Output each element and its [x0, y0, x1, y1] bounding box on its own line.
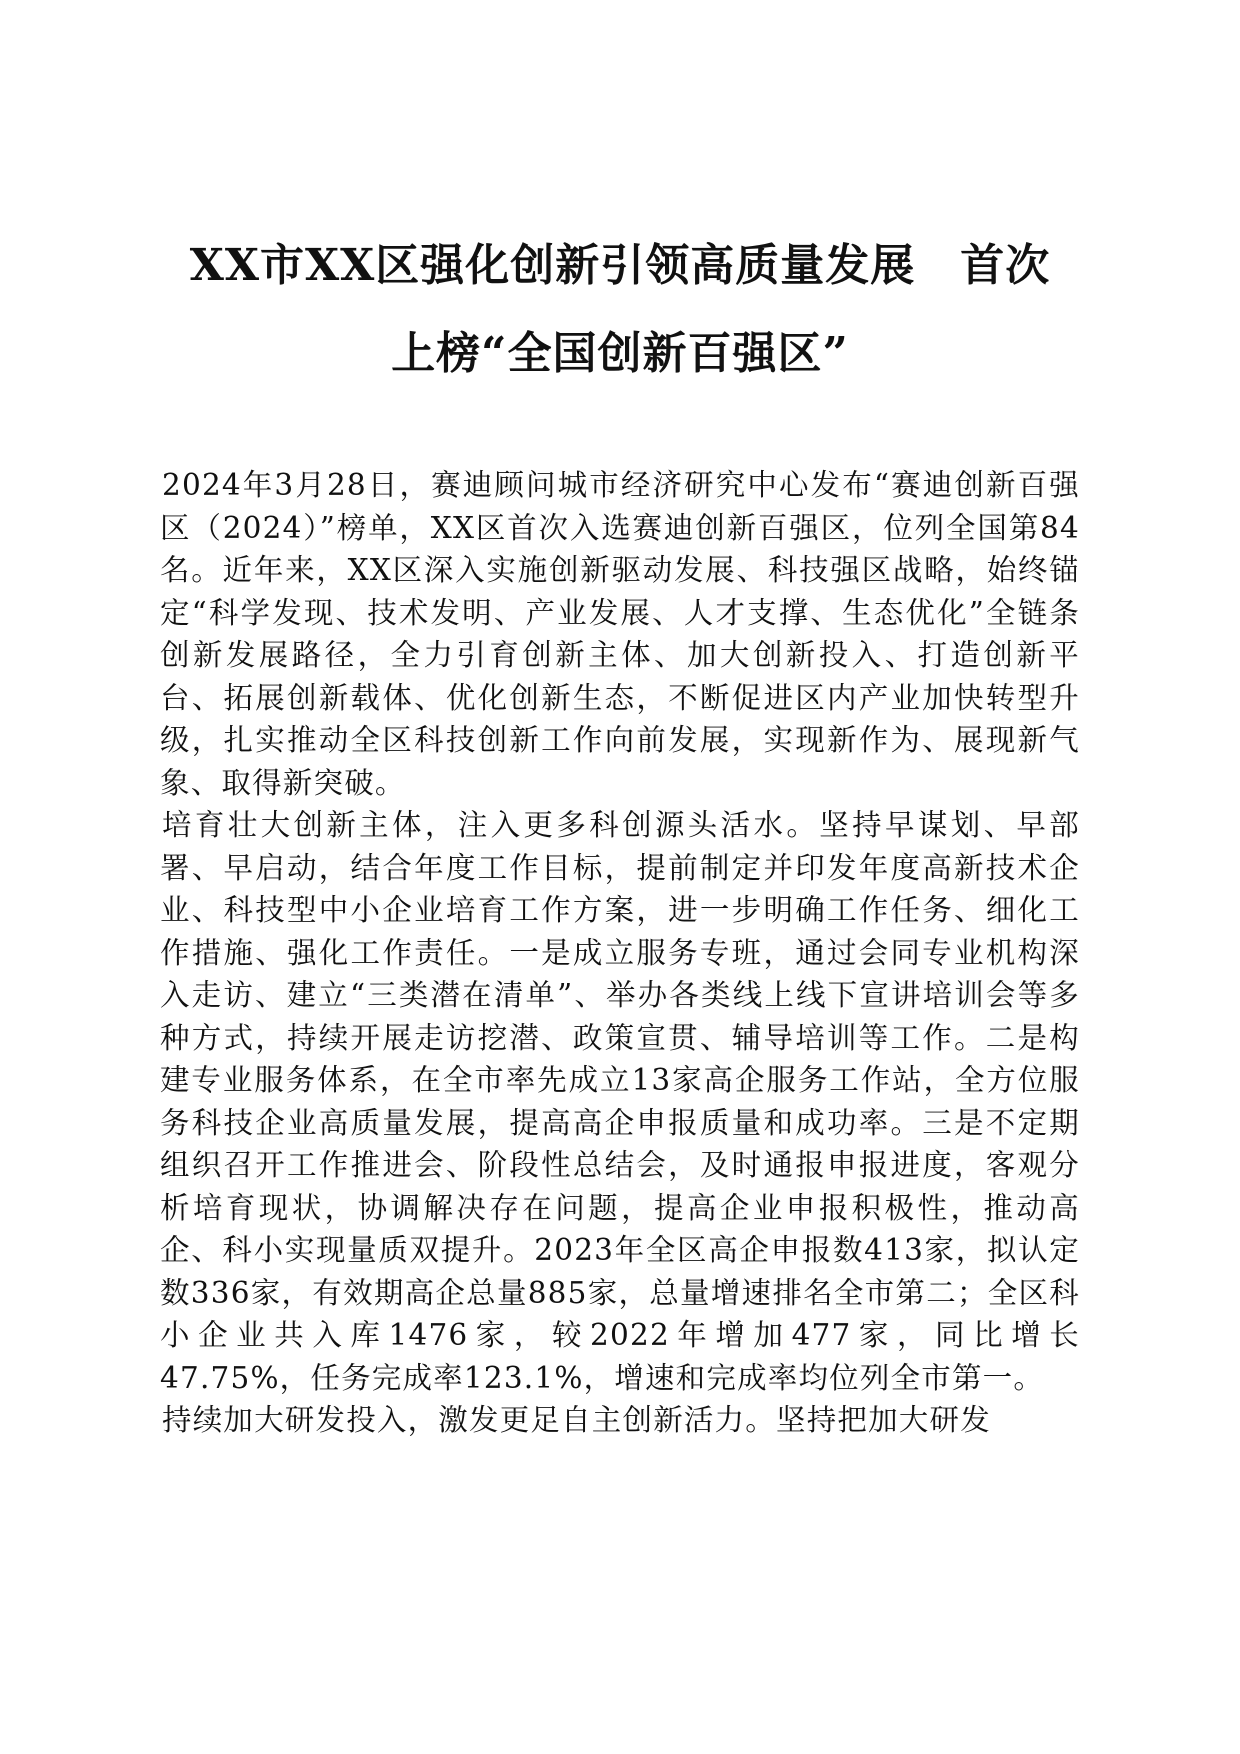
paragraph: 2024年3月28日，赛迪顾问城市经济研究中心发布“赛迪创新百强区（2024）”榜单，XX区首次入选赛迪创新百强区，位列全国第84名。近年来，XX区深入实施创新驱动发展、科技强区战略，始终锚定“科学发现、技术发明、产业发展、人才支撑、生态优化”全链条创新发展路径，全力引育创新主体、加大创新投入、打造创新平台、拓展创新载体、优化创新生态，不断促进区内产业加快转型升级，扎实推动全区科技创新工作向前发展，实现新作为、展现新气象、取得新突破。 — [160, 468, 1080, 800]
article-title — [150, 222, 1090, 398]
article-body — [160, 464, 1080, 1442]
paragraph: 持续加大研发投入，激发更足自主创新活力。坚持把加大研发 — [162, 1403, 991, 1437]
title-line-1: XX市XX区强化创新引领高质量发展 首次 — [189, 240, 1051, 291]
paragraph: 培育壮大创新主体，注入更多科创源头活水。坚持早谋划、早部署、早启动，结合年度工作目标，提前制定并印发年度高新技术企业、科技型中小企业培育工作方案，进一步明确工作任务、细化工作措施、强化工作责任。一是成立服务专班，通过会同专业机构深入走访、建立“三类潜在清单”、举办各类线上线下宣讲培训会等多种方式，持续开展走访挖潜、政策宣贯、辅导培训等工作。二是构建专业服务体系，在全市率先成立13家高企服务工作站，全方位服务科技企业高质量发展，提高高企申报质量和成功率。三是不定期组织召开工作推进会、阶段性总结会，及时通报申报进度，客观分析培育现状，协调解决存在问题，提高企业申报积极性，推动高企、科小实现量质双提升。2023年全区高企申报数413家，拟认定数336家，有效期高企总量885家，总量增速排名全市第二；全区科小企业共入库1476家，较2022年增加477家，同比增长47.75%，任务完成率123.1%，增速和完成率均位列全市第一。 — [160, 808, 1080, 1395]
title-line-2: 上榜“全国创新百强区” — [391, 328, 849, 379]
